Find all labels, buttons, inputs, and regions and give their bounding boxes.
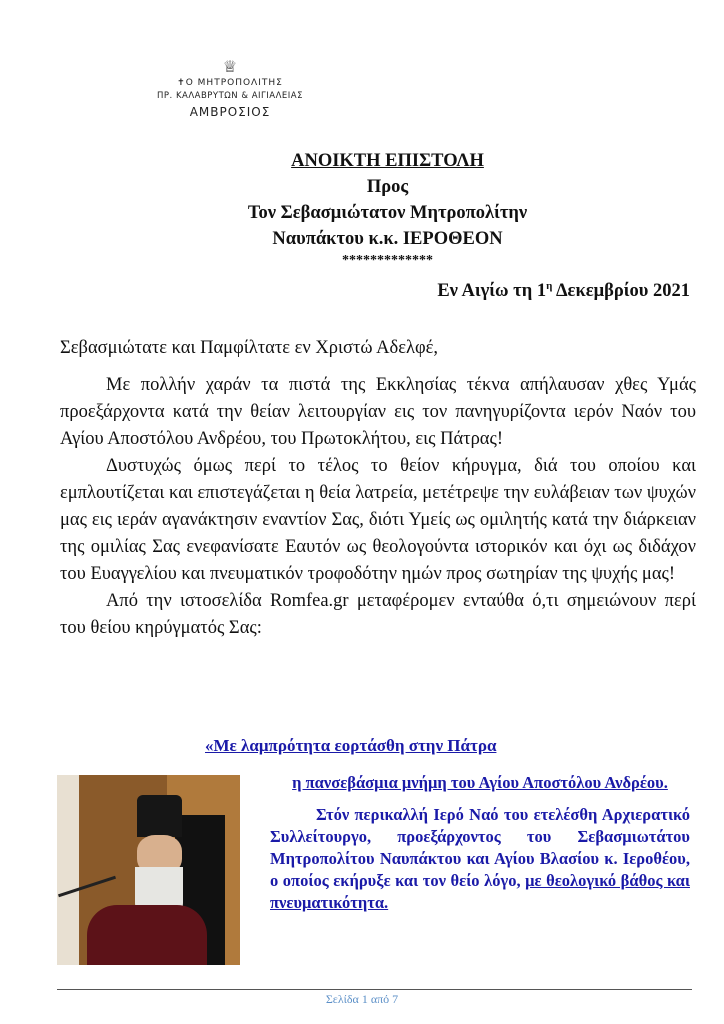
date-suffix: Δεκεμβρίου 2021 [552,281,690,302]
metropolitan-photo [57,775,240,965]
date-sup: η [546,280,553,292]
heading-recipient-2: Ναυπάκτου κ.κ. ΙΕΡΟΘΕΟΝ [272,229,503,249]
quote-headline[interactable]: «Με λαμπρότητα εορτάσθη στην Πάτρα [205,736,497,755]
letterhead-line1: ✝Ο ΜΗΤΡΟΠΟΛΙΤΗΣ [177,78,283,88]
page-number: Σελίδα 1 από 7 [325,992,399,1006]
letter-heading [60,148,715,270]
date-prefix: Εν Αιγίω τη 1 [437,281,547,302]
quote-text-main: Στόν περικαλλή Ιερό Ναό του ετελέσθη Αρχιερατικό Συλλείτουργο, προεξάρχοντος του Σεβασμιωτάτου Μητροπολίτου Ναυπάκτου και Αγίου Βλασίου κ. Ιεροθέου, ο οποίος εκήρυξε και τον θείο λόγο, [270,805,690,890]
letterhead-logo [130,58,330,119]
heading-stars: ************* [342,253,433,268]
paragraph: Από την ιστοσελίδα Romfea.gr μεταφέρομεν ενταύθα ό,τι σημειώνουν περί του θείου κηρύγματός Σας: [60,591,696,638]
paragraph: Δυστυχώς όμως περί το τέλος το θείον κήρυγμα, διά του οποίου και εμπλουτίζεται και επιστεγάζεται η θεία λατρεία, μετέτρεψε την ευλάβειαν των ψυχών μας εις ιεράν αγανάκτησιν εναντίον Σας, διότι Υμείς ως ομιλητής κατά την διάρκειαν της ομιλίας Σας ενεφανίσατε Εαυτόν ως θεολογούντα ιστορικόν και όχι ως διδάχον του Ευαγγελίου και πνευματικόν τροφοδότην ημών προς σωτηρίαν της ψυχής μας! [60,456,696,584]
letterhead-line2: ΠΡ. ΚΑΛΑΒΡΥΤΩΝ & ΑΙΓΙΑΛΕΙΑΣ [157,91,303,101]
letter-body [60,372,696,642]
footer-divider [57,989,692,990]
paragraph: Με πολλήν χαράν τα πιστά της Εκκλησίας τέκνα απήλαυσαν χθες Υμάς προεξάρχοντα κατά την θείαν λειτουργίαν εις τον πανηγυρίζοντα ιερόν Ναόν του Αγίου Αποστόλου Ανδρέου, του Πρωτοκλήτου, εις Πάτρας! [60,375,696,449]
letter-title: ΑΝΟΙΚΤΗ ΕΠΙΣΤΟΛΗ [291,151,484,171]
heading-recipient-1: Τον Σεβασμιώτατον Μητροπολίτην [247,203,528,223]
quote-text [270,804,690,914]
letter-date [437,280,690,302]
quoted-article [270,772,690,914]
crown-icon: ♕ [222,57,238,76]
quote-headline-2[interactable]: η πανσεβάσμια μνήμη του Αγίου Αποστόλου Ανδρέου. [292,773,668,792]
heading-to: Προς [366,177,409,197]
quote-text-link[interactable]: με θεολογικό βάθος και πνευματικότητα. [270,871,690,912]
letterhead-line3: ΑΜΒΡΟΣΙΟΣ [189,105,271,119]
salutation: Σεβασμιώτατε και Παμφίλτατε εν Χριστώ Αδελφέ, [60,338,439,358]
